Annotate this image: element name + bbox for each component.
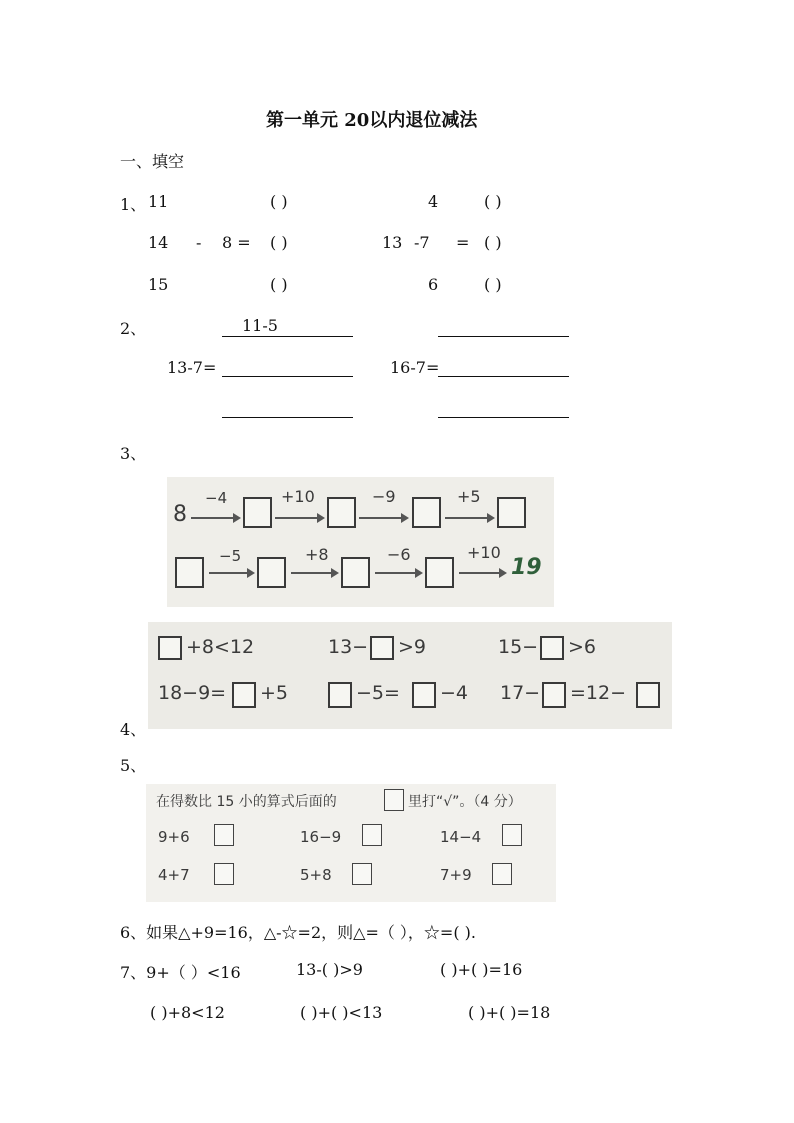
answer-line[interactable] (222, 397, 353, 418)
checkbox[interactable] (362, 824, 382, 846)
q4-expr: 15− (498, 636, 539, 658)
q3-op: −6 (387, 545, 411, 564)
arrow-icon (359, 517, 403, 519)
q2-prefilled-answer: 11-5 (242, 316, 278, 335)
q5-number: 5、 (120, 756, 147, 775)
q3-op: −9 (372, 487, 396, 506)
arrow-icon (445, 517, 489, 519)
q7-expr: ( )+( )<13 (300, 1003, 383, 1022)
answer-box[interactable] (497, 497, 526, 528)
answer-box[interactable] (542, 682, 566, 708)
q4-expr: 13− (328, 636, 369, 658)
q1-right-mid-a: 13 (382, 233, 403, 252)
q1-number: 1、 (120, 195, 147, 214)
q4-scanned-image (148, 622, 672, 729)
checkbox[interactable] (214, 863, 234, 885)
q5-instruction: 里打“√”。（4 分） (408, 794, 522, 810)
checkbox[interactable] (352, 863, 372, 885)
arrow-icon (191, 517, 235, 519)
q3-op: +5 (457, 487, 481, 506)
q1-left-mid: 14 (148, 233, 169, 252)
q7-expr: ( )+( )=16 (440, 960, 523, 979)
q4-expr: −5= (356, 682, 400, 704)
answer-box[interactable] (327, 497, 356, 528)
q3-op: +10 (281, 487, 315, 506)
answer-blank[interactable]: ( ) (484, 192, 502, 211)
q5-item: 14−4 (440, 828, 482, 846)
answer-box[interactable] (412, 682, 436, 708)
answer-line[interactable] (438, 397, 569, 418)
answer-box[interactable] (158, 636, 182, 660)
page-title: 第一单元 20以内退位减法 (266, 110, 478, 131)
answer-blank[interactable]: ( ) (484, 275, 502, 294)
answer-box[interactable] (412, 497, 441, 528)
q2-right-label: 16-7= (390, 358, 440, 377)
q1-right-top: 4 (428, 192, 439, 211)
q1-eight-eq: 8 = (222, 233, 251, 252)
q5-instruction: 在得数比 15 小的算式后面的 (156, 794, 337, 810)
answer-box[interactable] (232, 682, 256, 708)
checkbox[interactable] (502, 824, 522, 846)
q3-op: +10 (467, 543, 501, 562)
q5-item: 16−9 (300, 828, 342, 846)
q5-item: 5+8 (300, 866, 332, 884)
q1-minus: - (196, 233, 202, 252)
q7-expr: 13-( )>9 (296, 960, 363, 979)
q3-start-number: 8 (173, 502, 187, 527)
q4-expr: 18−9= (158, 682, 227, 704)
answer-blank[interactable]: ( ) (484, 233, 502, 252)
q4-expr: =12− (570, 682, 627, 704)
arrow-icon (275, 517, 319, 519)
answer-line[interactable] (438, 356, 569, 377)
q4-expr: >9 (398, 636, 427, 658)
answer-blank[interactable]: ( ) (270, 192, 288, 211)
arrow-icon (209, 572, 249, 574)
checkbox-icon (384, 789, 404, 811)
q1-left-bot: 15 (148, 275, 169, 294)
q4-expr: +5 (260, 682, 289, 704)
q5-scanned-image (146, 784, 556, 902)
q7-expr: 7、9+（ ）<16 (120, 963, 241, 982)
answer-box[interactable] (425, 557, 454, 588)
answer-line[interactable] (222, 316, 353, 337)
q3-end-number: 19 (511, 555, 542, 580)
q3-op: +8 (305, 545, 329, 564)
q3-op: −5 (219, 547, 242, 565)
q2-number: 2、 (120, 319, 147, 338)
q4-expr: +8<12 (186, 636, 255, 658)
q1-right-mid-eq: = (456, 233, 470, 252)
section-heading: 一、填空 (120, 152, 185, 171)
q2-left-label: 13-7= (167, 358, 217, 377)
q4-expr: >6 (568, 636, 597, 658)
answer-line[interactable] (438, 316, 569, 337)
question-6: 6、如果△+9=16，△-☆=2，则△=（ ），☆=( ). (120, 923, 476, 942)
answer-box[interactable] (370, 636, 394, 660)
answer-box[interactable] (341, 557, 370, 588)
q3-op: −4 (205, 489, 228, 507)
q5-item: 9+6 (158, 828, 190, 846)
q3-number: 3、 (120, 444, 147, 463)
answer-blank[interactable]: ( ) (270, 233, 288, 252)
q4-number: 4、 (120, 720, 147, 739)
arrow-icon (291, 572, 333, 574)
q4-expr: 17− (500, 682, 541, 704)
answer-box[interactable] (257, 557, 286, 588)
answer-box[interactable] (175, 557, 204, 588)
arrow-icon (459, 572, 501, 574)
q4-expr: −4 (440, 682, 469, 704)
q7-expr: ( )+( )=18 (468, 1003, 551, 1022)
q1-right-mid-b: -7 (414, 233, 430, 252)
q5-item: 7+9 (440, 866, 472, 884)
answer-line[interactable] (222, 356, 353, 377)
q1-right-bot: 6 (428, 275, 439, 294)
q3-scanned-image (167, 477, 554, 607)
answer-blank[interactable]: ( ) (270, 275, 288, 294)
q7-expr: ( )+8<12 (150, 1003, 225, 1022)
checkbox[interactable] (214, 824, 234, 846)
answer-box[interactable] (243, 497, 272, 528)
arrow-icon (375, 572, 417, 574)
checkbox[interactable] (492, 863, 512, 885)
answer-box[interactable] (328, 682, 352, 708)
q1-left-top: 11 (148, 192, 169, 211)
answer-box[interactable] (636, 682, 660, 708)
answer-box[interactable] (540, 636, 564, 660)
q5-item: 4+7 (158, 866, 190, 884)
